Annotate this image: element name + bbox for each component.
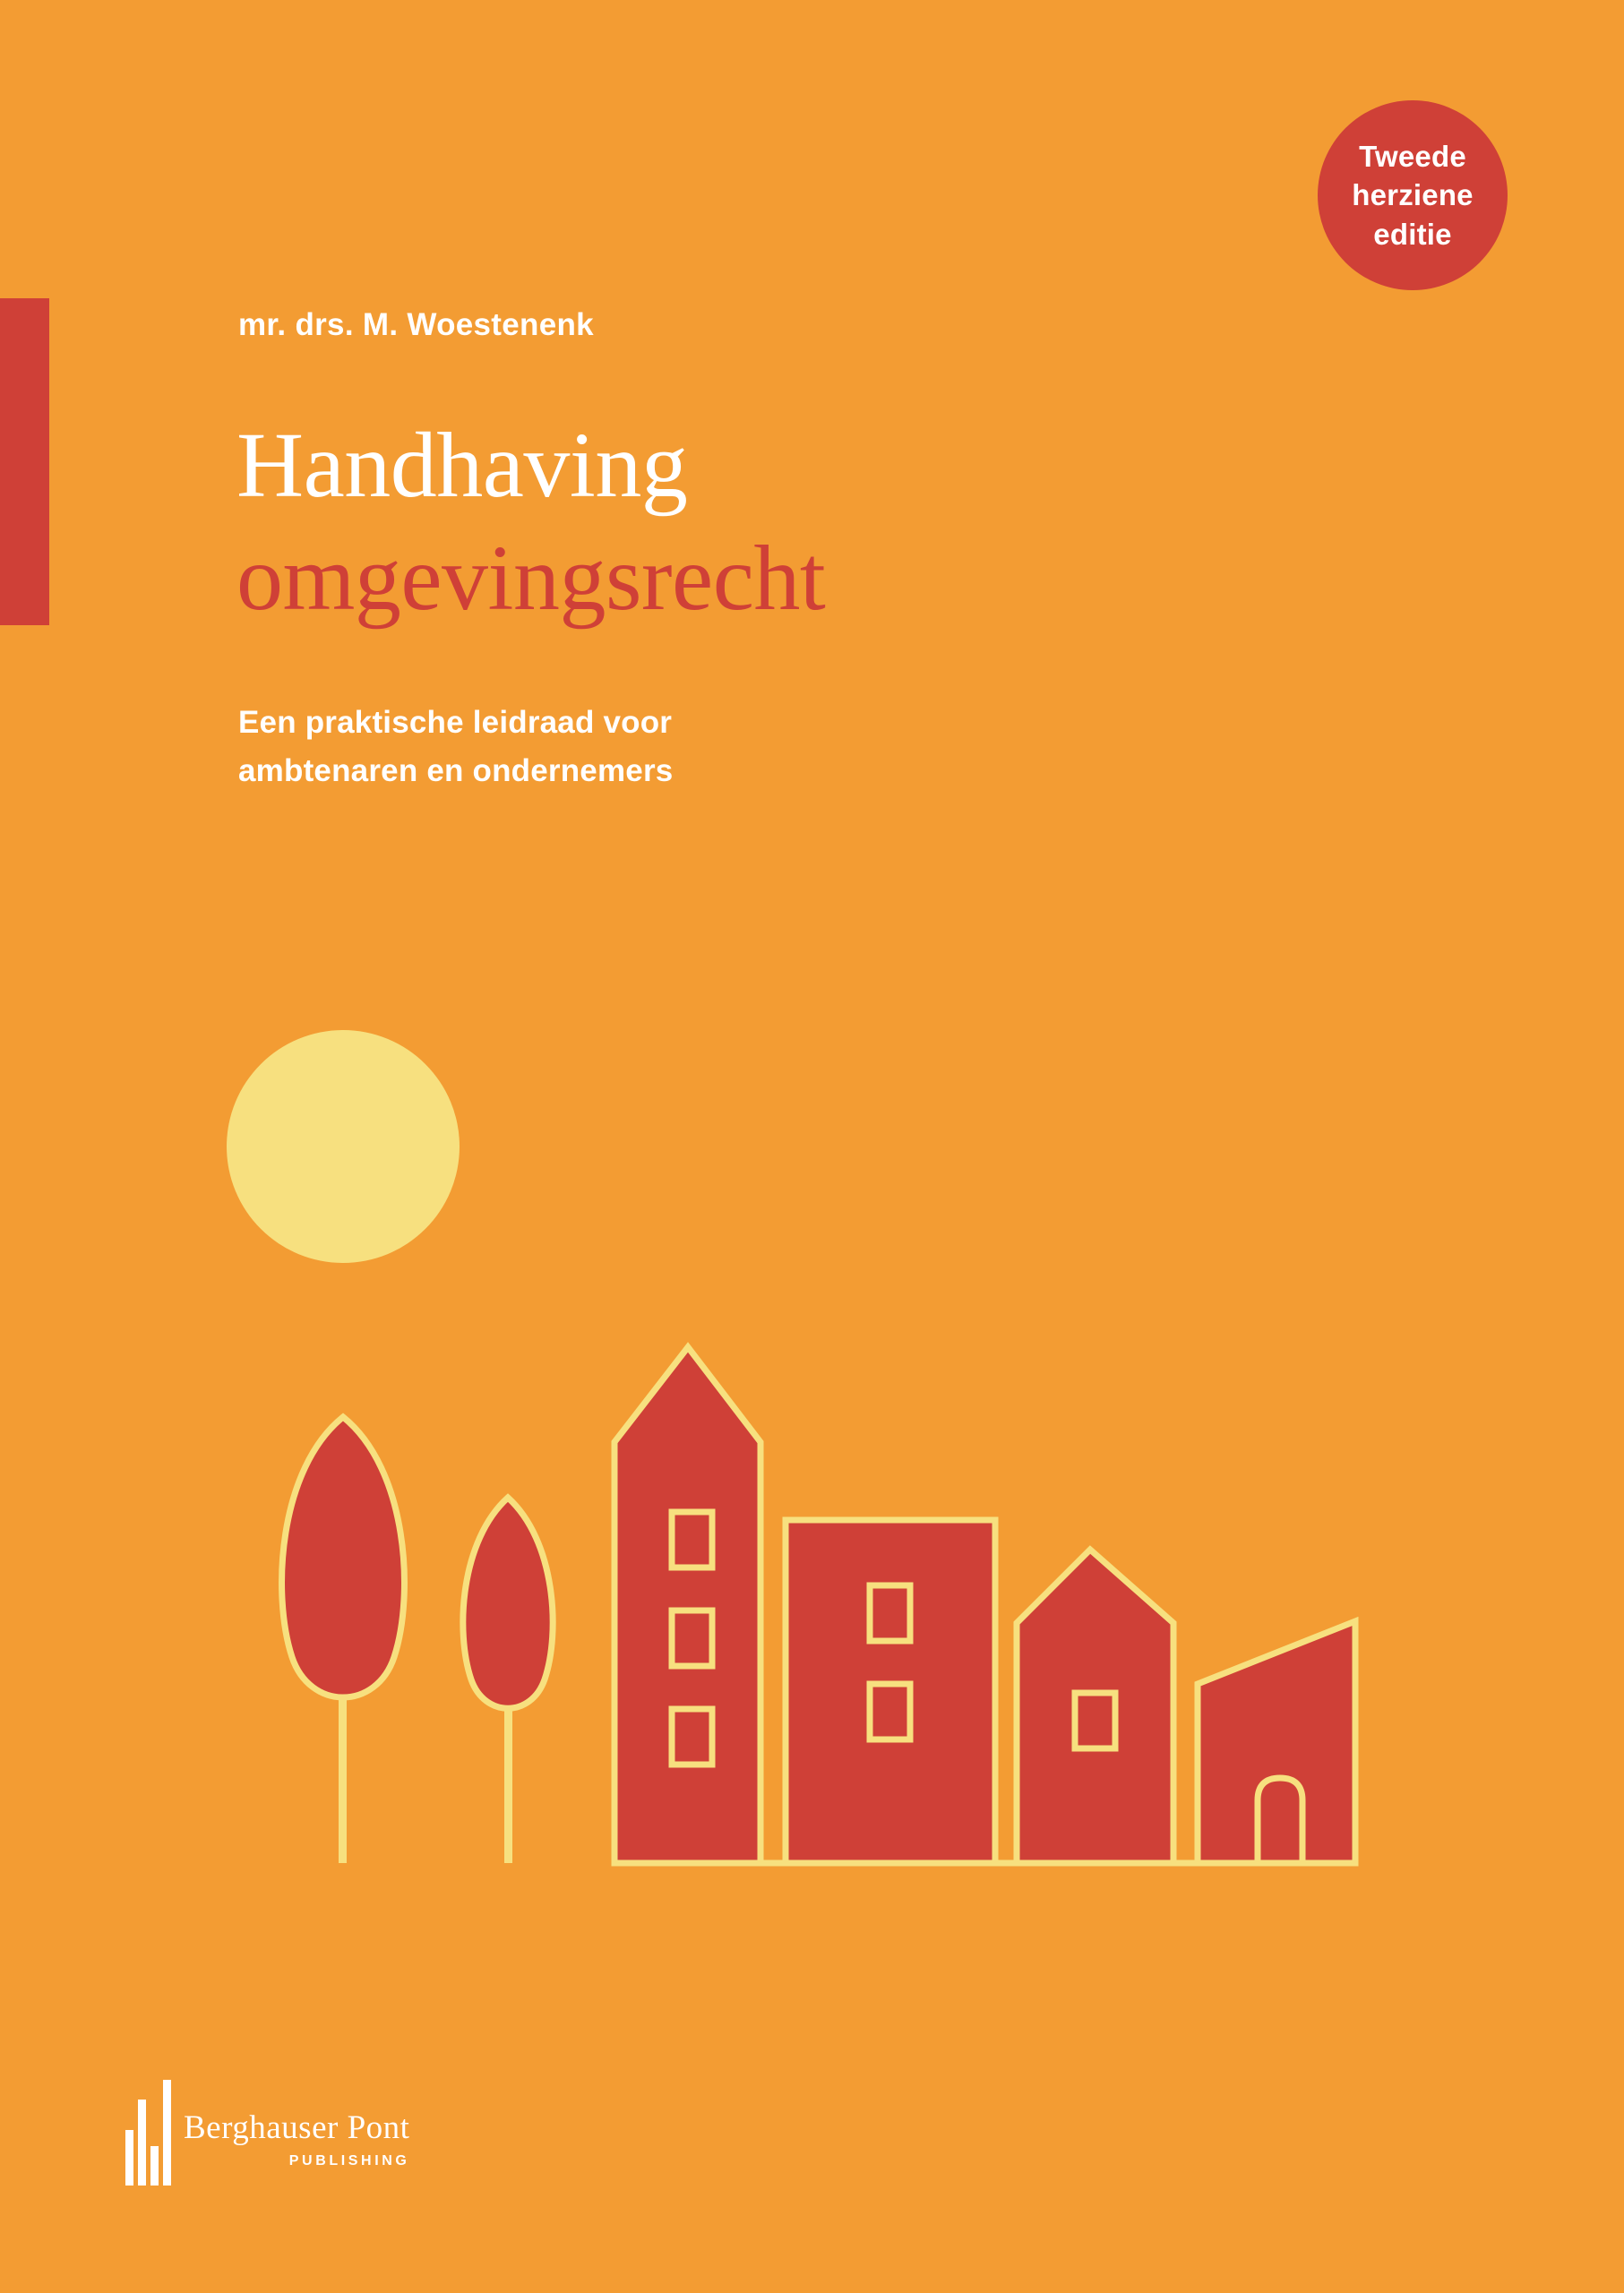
house-tall-gable-icon <box>614 1347 760 1863</box>
publisher-logo <box>125 2080 409 2186</box>
publisher-logo-mark <box>125 2080 171 2186</box>
tree-small-icon <box>463 1498 553 1863</box>
house-gable-icon <box>1017 1550 1173 1863</box>
cover-illustration <box>0 967 1624 1971</box>
publisher-logo-text <box>184 2111 409 2186</box>
subtitle-line-2: ambtenaren en ondernemers <box>238 753 674 789</box>
title-line-1: Handhaving <box>236 414 688 517</box>
author-name: mr. drs. M. Woestenenk <box>238 307 594 342</box>
edition-badge <box>1318 100 1508 290</box>
publisher-tagline: PUBLISHING <box>288 2153 410 2168</box>
publisher-name: Berghauser Pont <box>184 2109 410 2146</box>
title-line-2: omgevingsrecht <box>236 527 826 630</box>
subtitle <box>238 699 673 796</box>
badge-line-3: editie <box>1373 217 1452 251</box>
sun-icon <box>227 1030 460 1263</box>
badge-line-2: herziene <box>1352 178 1474 212</box>
subtitle-line-1: Een praktische leidraad voor <box>238 705 673 740</box>
house-slanted-icon <box>1198 1621 1355 1863</box>
tree-large-icon <box>282 1417 405 1863</box>
building-flat-icon <box>786 1520 995 1863</box>
left-accent-bar <box>0 298 49 625</box>
badge-line-1: Tweede <box>1359 139 1466 173</box>
